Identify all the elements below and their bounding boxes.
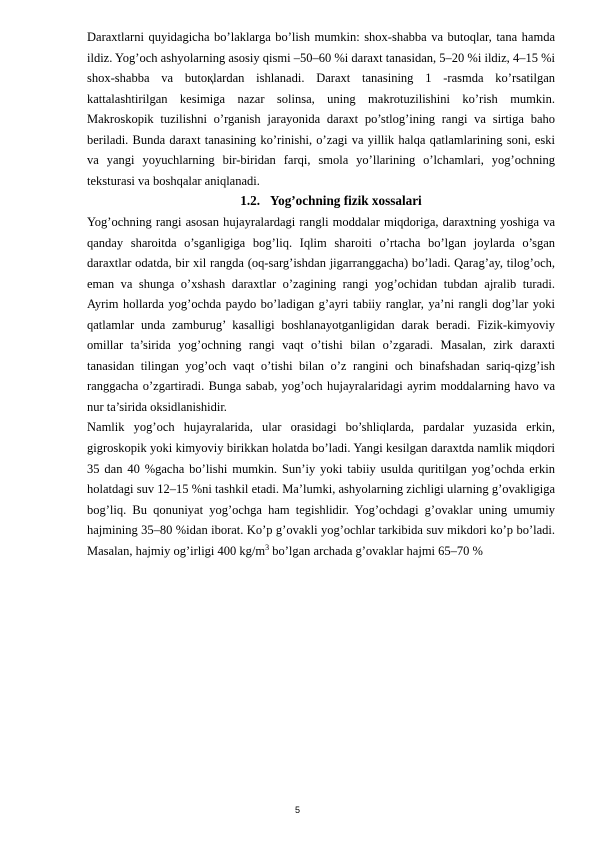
paragraph-tree-parts: Daraxtlarni quyidagicha bo’laklarga bo’lish mumkin: shox-shabba va butoqlar, tana hamda ildiz. Yog’och ashyolarning asosiy qismi –50–60 %i daraxt tanasidan, 5–20 %i ildiz, 4–15 %i shox-shabba va butoқlardan ishlanadi. Daraxt tanasining 1 -rasmda ko’rsatilgan kattalashtirilgan kesimiga nazar solinsa, uning makrotuzilishini ko’rish mumkin. Makroskopik tuzilishni o’rganish jarayonida daraxt po’stlog’ining rangi va sirtiga baho beriladi. Bunda daraxt tanasining ko’rinishi, o’zagi va yillik halqa qatlamlarining soni, eski va yangi yoyuchlarning bir-biridan farqi, smola yo’llarining o’lchamlari, yog’ochning teksturasi va boshqalar aniqlanadi. xyxy=(87,30,555,188)
paragraph-moisture xyxy=(87,417,555,561)
paragraph-wood-color: Yog’ochning rangi asosan hujayralardagi rangli moddalar miqdoriga, daraxtning yoshiga va qanday sharoitda o’sganligiga bog’liq. Iqlim sharoiti o’rtacha bo’lgan joylarda o’sgan daraxtlar odatda, bir xil rangda (oq-sarg’ishdan jigarranggacha) bo’ladi. Qarag’ay, tilog’och, eman va shunga o’xshash daraxtlar o’zagining rangi yog’ochidan tubdan ajralib turadi. Ayrim hollarda yog’ochda paydo bo’ladigan g’ayri tabiiy ranglar, ya’ni rangli dog’lar yoki qatlamlar unda zamburug’ kasalligi boshlanayotganligidan darak beradi. Fizik-kimyoviy omillar ta’sirida yog’ochning rangi vaqt o’tishi bilan o’zgaradi. Masalan, zirk daraxti tanasidan tilingan yog’och vaqt o’tishi bilan o’z rangini och binafshadan sariq-qizg’ish ranggacha o’zgartiradi. Bunga sabab, yog’och hujayralaridagi ayrim moddalarning havo va nur ta’sirida oksidlanishidir. xyxy=(87,214,555,414)
paragraph-moisture-tail: bo’lgan archada g’ovaklar hajmi 65–70 % xyxy=(269,543,483,558)
paragraph-moisture-text: Namlik yog’och hujayralarida, ular orasidagi bo’shliqlarda, pardalar yuzasida erkin, gigroskopik yoki kimyoviy birikkan holatda bo’ladi. Yangi kesilgan daraxtda namlik miqdori 35 dan 40 %gacha bo’lishi mumkin. Sun’iy yoki tabiiy usulda quritilgan yog’ochda erkin holatdagi suv 12–15 %ni tashkil etadi. Ma’lumki, ashyolarning zichligi ularning g’ovakligiga bog’liq. Bu qonuniyat yog’ochga ham tegishlidir. Yog’ochdagi g’ovaklar uning umumiy hajmining 35–80 %idan iborat. Ko’p g’ovakli yog’ochlar tarkibida suv mikdori ko’p bo’ladi. Masalan, hajmiy og’irligi 400 kg/m xyxy=(87,420,555,558)
page-number: 5 xyxy=(294,805,300,815)
superscript-cubed: 3 xyxy=(265,542,270,552)
section-title: Yog’ochning fizik xossalari xyxy=(270,193,422,209)
section-heading xyxy=(87,191,555,212)
section-number: 1.2. xyxy=(240,193,261,209)
document-page xyxy=(87,27,555,561)
